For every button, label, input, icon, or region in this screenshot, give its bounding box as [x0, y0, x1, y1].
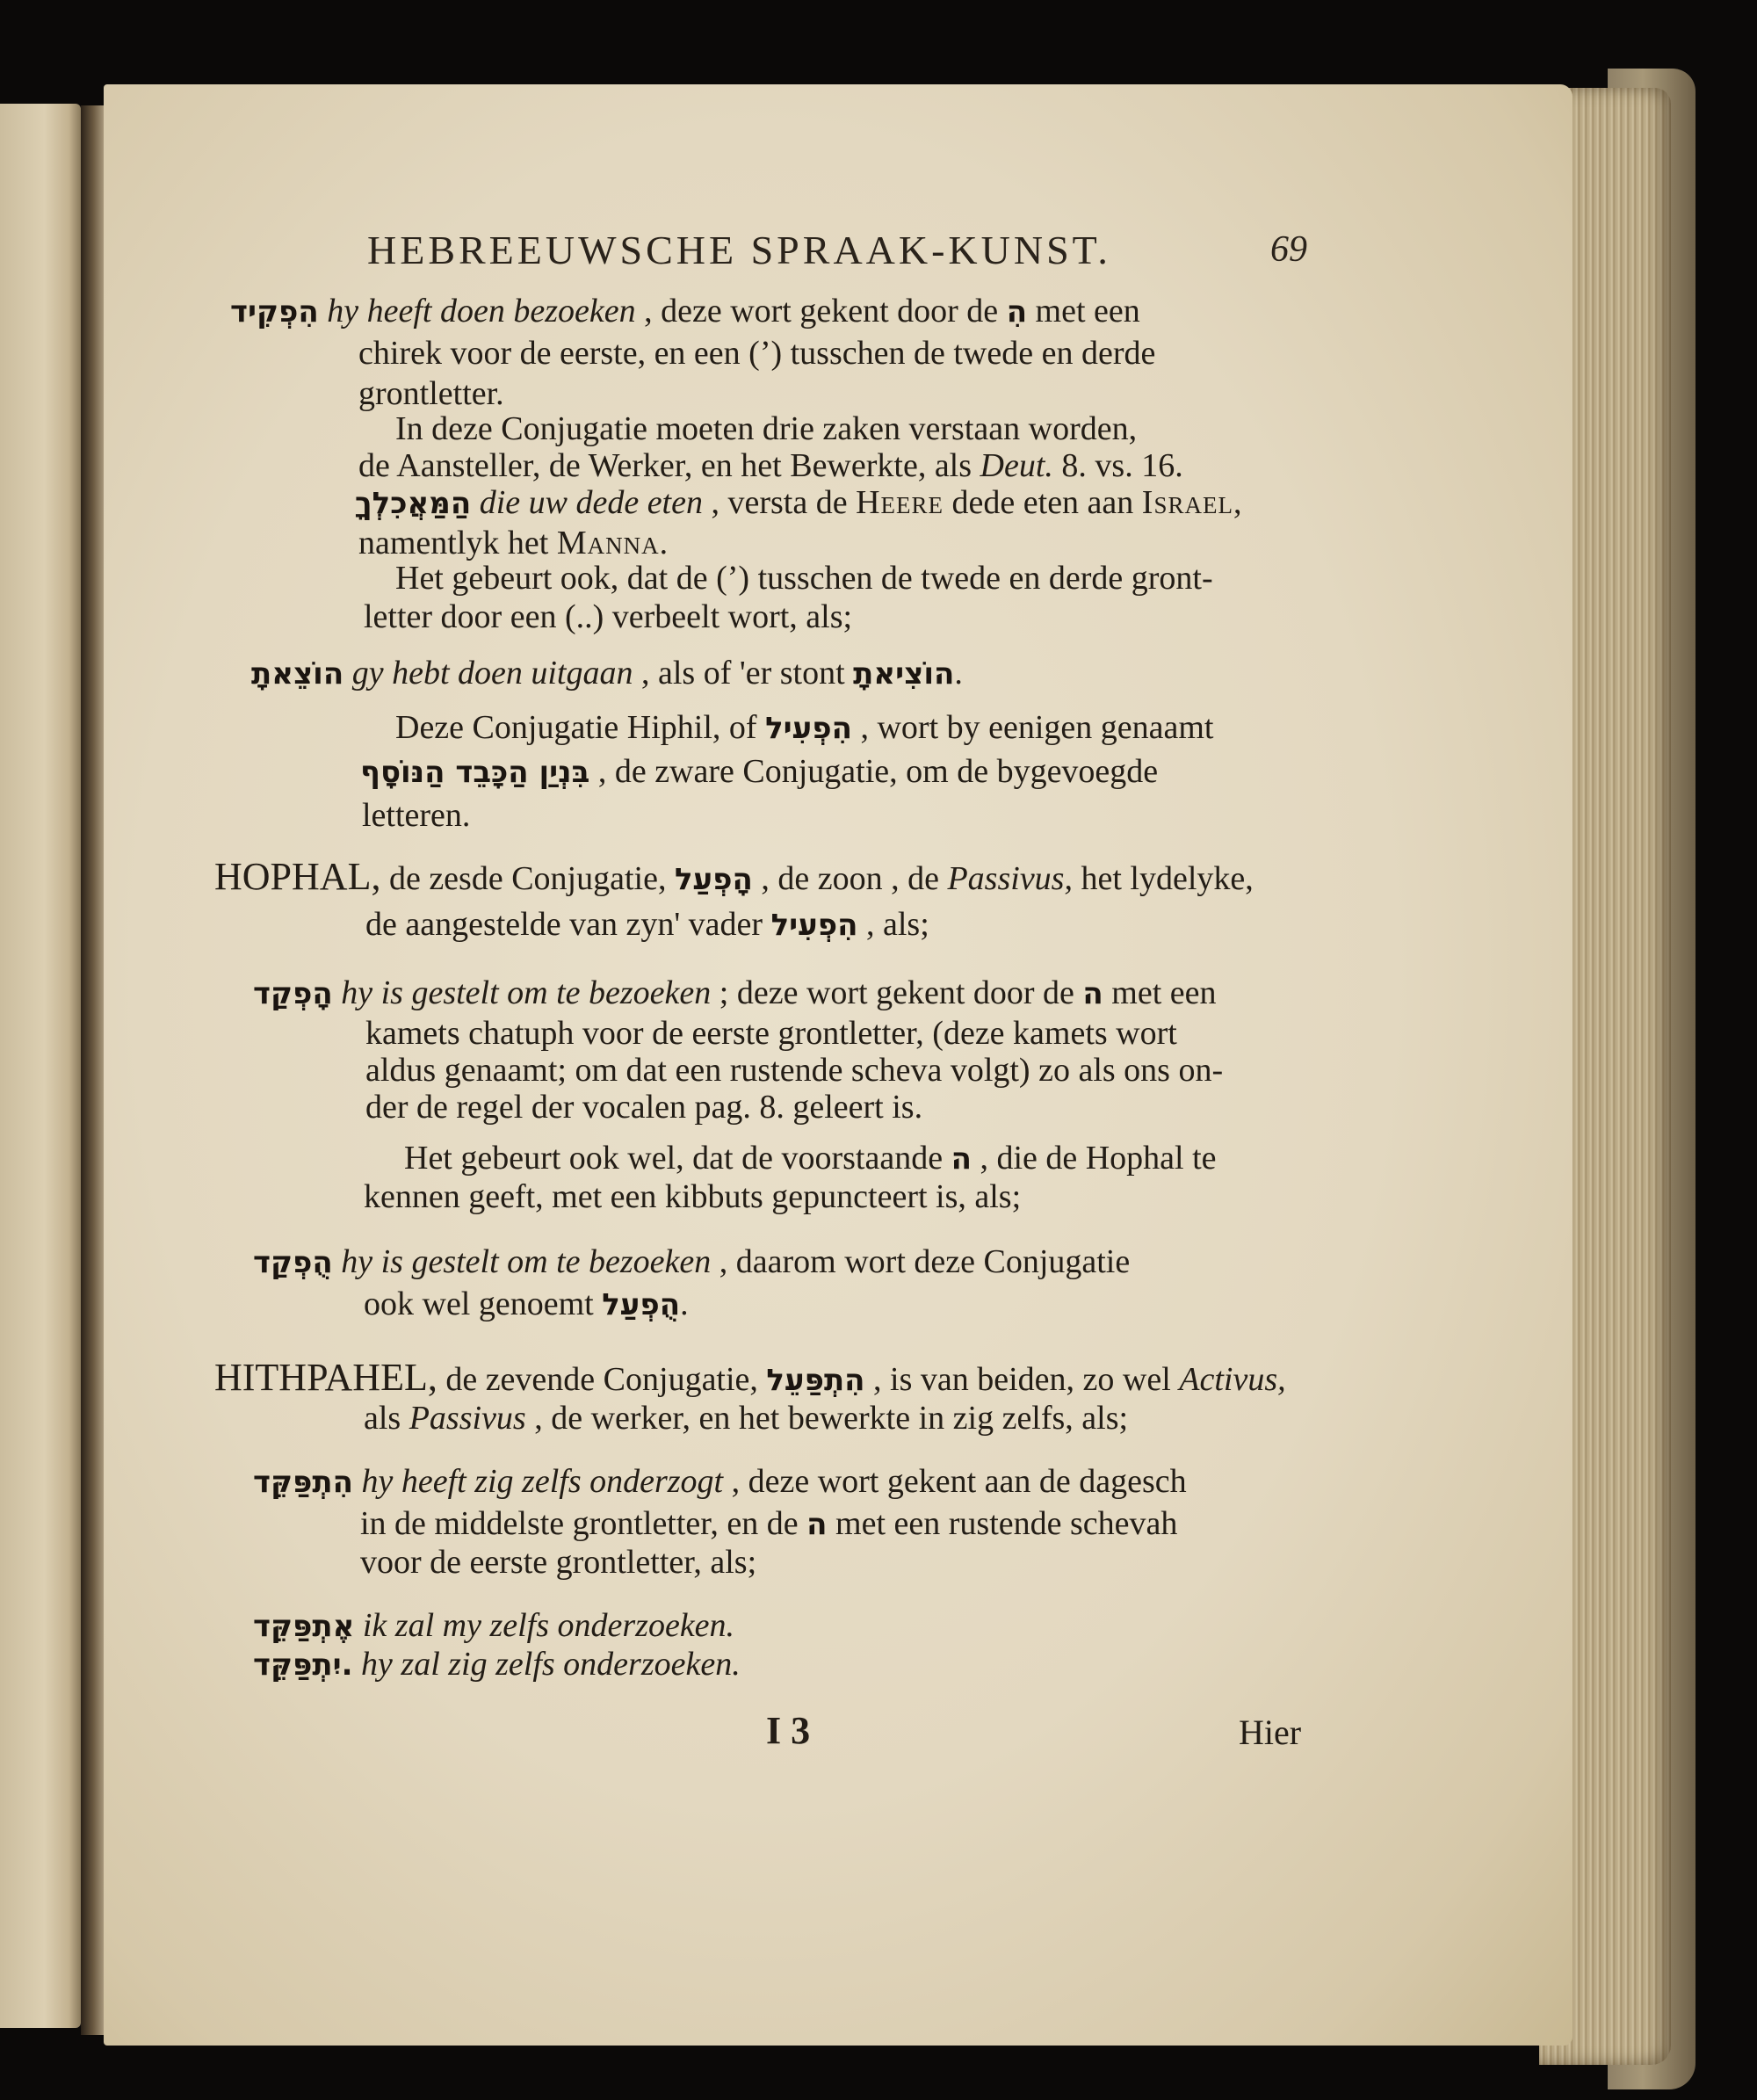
hebrew-word: הִתְפַּעֵל [766, 1363, 865, 1398]
text: dede eten aan [951, 484, 1134, 521]
gloss: hy heeft zig zelfs onderzogt [361, 1463, 724, 1500]
gloss: hy is gestelt om te bezoeken [341, 1243, 712, 1280]
text: de zevende Conjugatie, [445, 1361, 758, 1398]
bible-reference: Deut. [980, 447, 1053, 484]
text: 8. vs. 16. [1061, 447, 1183, 484]
text-line [404, 1139, 1217, 1178]
gloss: hy heeft doen bezoeken [327, 293, 636, 329]
text-line: letteren. [362, 797, 471, 834]
text-small-caps: Heere [856, 484, 944, 521]
running-header: HEBREEUWSCHE SPRAAK-KUNST. [367, 228, 1111, 272]
text: , versta de [711, 484, 848, 521]
gloss: die uw dede eten [479, 484, 703, 521]
text: , als; [865, 906, 929, 943]
text: Het gebeurt ook wel, dat de voorstaande [404, 1140, 944, 1177]
entry-hophal-2 [253, 1242, 1130, 1282]
left-page-edge [0, 104, 81, 2028]
section-hophal [214, 855, 1254, 899]
hebrew-word: יִתְפַּקֵּד. [253, 1647, 353, 1683]
text-line [395, 708, 1214, 748]
text: de Aansteller, de Werker, en het Bewerkte, als [358, 447, 972, 484]
text: in de middelste grontletter, en de [360, 1505, 799, 1542]
text: , deze wort gekent aan de dagesch [731, 1463, 1187, 1500]
text-line [365, 905, 929, 945]
term-italic: Activus, [1179, 1361, 1286, 1398]
text: het lydelyke, [1081, 860, 1254, 897]
text-line: aldus genaamt; om dat een rustende scheva volgt) zo als ons on- [365, 1052, 1224, 1089]
hebrew-word: אֶתְפַּקֵּד [253, 1609, 355, 1644]
hebrew-letter: ה [951, 1141, 972, 1177]
page-number: 69 [1270, 229, 1307, 270]
entry-hophal [253, 974, 1216, 1013]
term-italic: Passivus [409, 1400, 526, 1437]
text: met een [1035, 293, 1140, 329]
text-line: הוֹצֵאתָ gy hebt doen uitgaan , als of 'er stont הוֹצִיאתָ. [251, 655, 963, 692]
hebrew-word: הוֹצִיאתָ [853, 656, 955, 692]
text: , de werker, en het bewerkte in zig zelfs, als; [534, 1400, 1129, 1437]
text-line: namentlyk het Manna. [358, 525, 669, 561]
text: . [680, 1285, 689, 1322]
text: ook wel genoemt [364, 1285, 594, 1322]
text-line: kennen geeft, met een kibbuts gepuncteert is, als; [364, 1178, 1022, 1215]
hebrew-phrase: בִּנְיַן הַכָּבֵד הַנּוֹסָף [360, 755, 590, 790]
text-line [358, 446, 1183, 485]
text: , de zoon , de [761, 860, 939, 897]
text-line: grontletter. [358, 375, 504, 412]
gloss: gy hebt doen uitgaan [351, 655, 633, 692]
hebrew-word: הֻפְעַל [602, 1287, 681, 1322]
example-line [253, 1645, 741, 1684]
gloss: hy is gestelt om te bezoeken [341, 974, 712, 1011]
hebrew-word: הִפְעִיל [770, 908, 858, 943]
text: , de zware Conjugatie, om de bygevoegde [597, 753, 1159, 790]
text-small-caps: Manna [556, 525, 660, 561]
text: namentlyk het [358, 525, 549, 561]
section-heading: HITHPAHEL, [214, 1356, 437, 1399]
term-italic: Passivus, [947, 860, 1073, 897]
text: , daarom wort deze Conjugatie [719, 1243, 1131, 1280]
entry-hiphil [230, 292, 1140, 331]
hebrew-letter: הִ [1006, 294, 1028, 329]
signature-mark: I 3 [766, 1709, 811, 1752]
hebrew-word: הָפְקַד [253, 976, 333, 1011]
gloss: ik zal my zelfs onderzoeken. [362, 1607, 735, 1644]
hebrew-letter: ה [806, 1507, 828, 1542]
text-line: letter door een (..) verbeelt wort, als; [364, 598, 853, 635]
section-hithpahel [214, 1358, 1286, 1400]
text-line: chirek voor de eerste, en een (ʼ) tusschen de twede en derde [358, 335, 1156, 372]
text: Deze Conjugatie Hiphil, of [395, 709, 757, 746]
text: de aangestelde van zyn' vader [365, 906, 763, 943]
hebrew-word: הִפְקִיד [230, 294, 319, 329]
text: met een rustende schevah [835, 1505, 1178, 1542]
text-line: kamets chatuph voor de eerste grontletter, (deze kamets wort [365, 1015, 1177, 1052]
section-heading: HOPHAL, [214, 855, 381, 898]
text-line [360, 752, 1158, 792]
text: , als of 'er stont [641, 655, 845, 692]
gloss: hy zal zig zelfs onderzoeken. [361, 1646, 741, 1683]
text-line: der de regel der vocalen pag. 8. geleert is. [365, 1089, 923, 1126]
text-line [360, 1504, 1177, 1544]
text: , wort by eenigen genaamt [860, 709, 1214, 746]
hebrew-letter: ה [1082, 976, 1103, 1011]
text-line [364, 1399, 1128, 1437]
hebrew-word: הוֹצֵאתָ [251, 656, 344, 692]
text: ; deze wort gekent door de [719, 974, 1074, 1011]
text-line: Het gebeurt ook, dat de (ʼ) tusschen de twede en derde gront- [395, 560, 1213, 597]
catchword: Hier [1239, 1713, 1302, 1752]
text: de zesde Conjugatie, [388, 860, 667, 897]
text: , die de Hophal te [980, 1140, 1217, 1177]
example-line [253, 1606, 734, 1646]
hebrew-word: הָפְעַל [674, 862, 753, 897]
hebrew-word: הִפְעִיל [765, 711, 852, 746]
text-line: voor de eerste grontletter, als; [360, 1544, 757, 1581]
text: , deze wort gekent door de [644, 293, 999, 329]
text: met een [1111, 974, 1217, 1011]
text: , is van beiden, zo wel [873, 1361, 1171, 1398]
text-small-caps: Israel [1141, 484, 1233, 521]
hebrew-word: הִתְפַּקֵּד [253, 1465, 353, 1500]
hebrew-word: הֻפְקַד [253, 1245, 333, 1280]
text-line [364, 1285, 689, 1324]
entry-hithpahel [253, 1462, 1187, 1502]
text-line: הַמַּאֲכִלְךָ die uw dede eten , versta de Heere dede eten aan Israel, [355, 484, 1242, 521]
text: als [364, 1400, 401, 1437]
text-line: In deze Conjugatie moeten drie zaken verstaan worden, [395, 410, 1138, 447]
hebrew-word: הַמַּאֲכִלְךָ [355, 486, 472, 521]
